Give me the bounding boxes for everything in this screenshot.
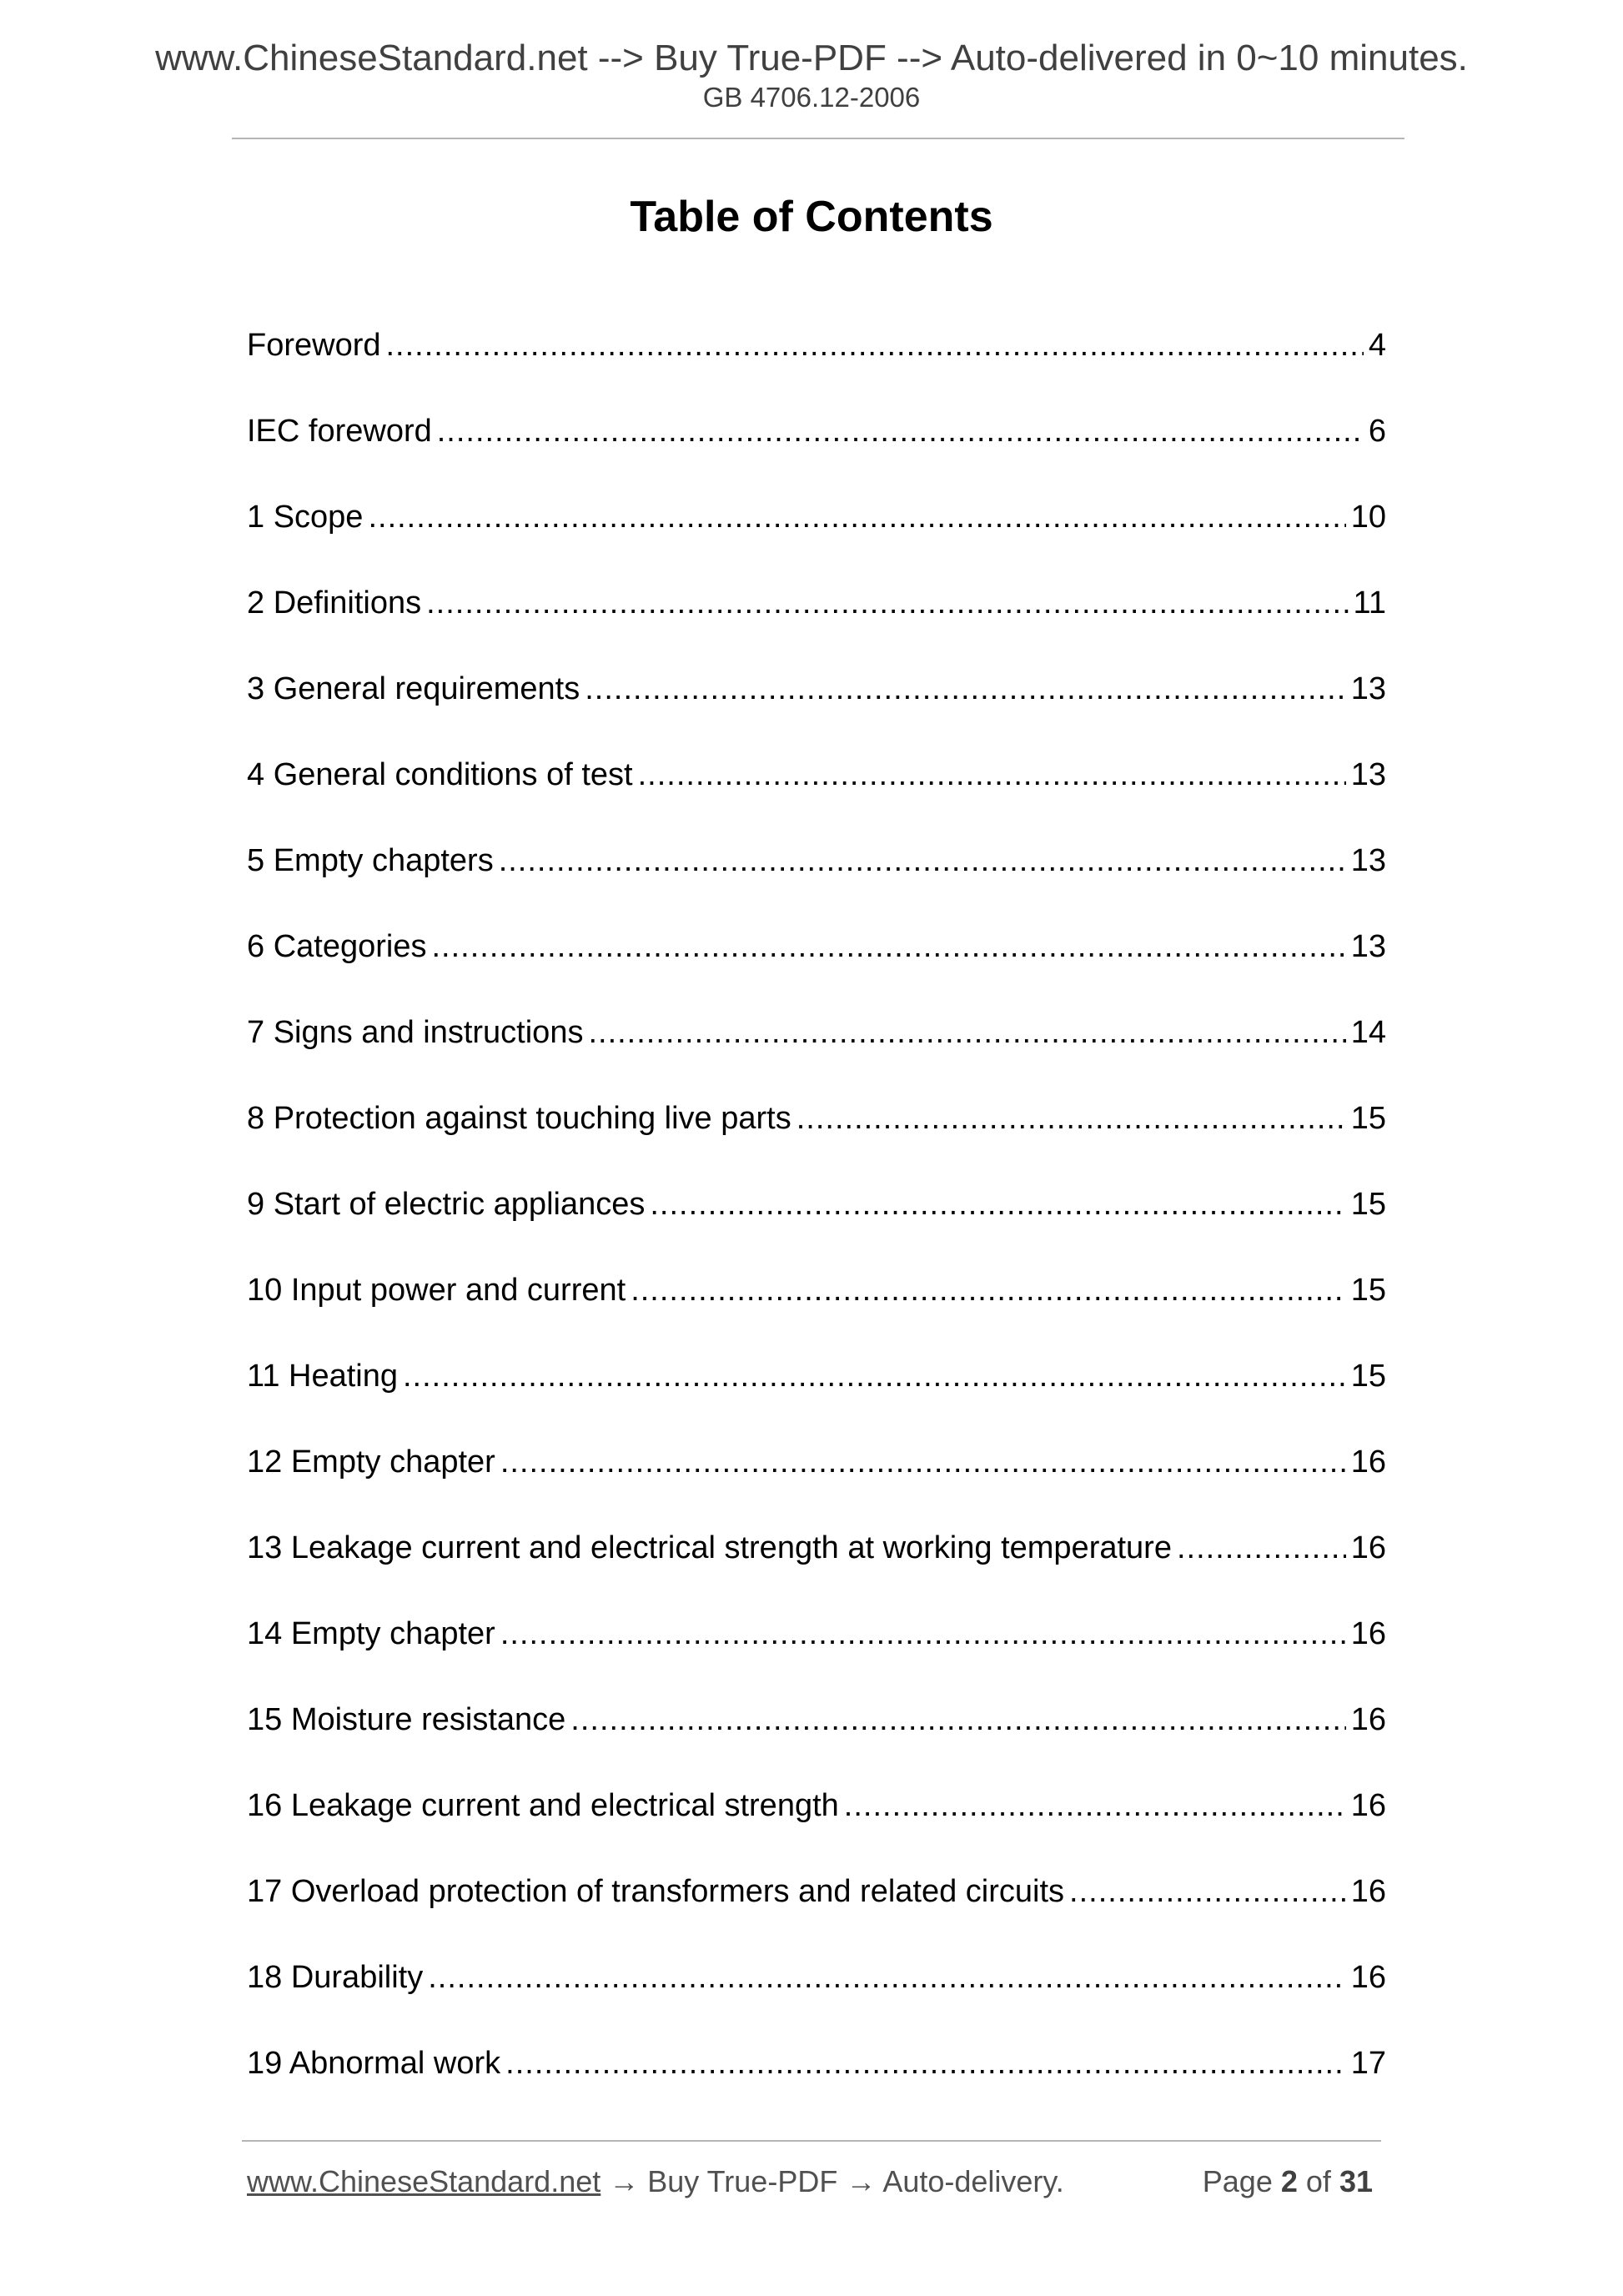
toc-entry-page-number: 15 (1350, 1273, 1386, 1308)
toc-entry[interactable] (247, 1959, 1386, 2045)
page-of-word: of (1305, 2164, 1331, 2198)
toc-dot-leader (505, 2045, 1346, 2082)
toc-entry-page-number: 13 (1350, 929, 1386, 964)
toc-entry-page-number: 4 (1368, 328, 1386, 363)
toc-entry-page-number: 6 (1368, 414, 1386, 449)
toc-entry[interactable] (247, 842, 1386, 928)
footer-left (247, 2163, 1064, 2200)
toc-entry-page-number: 16 (1350, 1444, 1386, 1480)
toc-entry[interactable] (247, 1873, 1386, 1959)
toc-entry-page-number: 13 (1350, 671, 1386, 706)
top-banner: www.ChineseStandard.net --> Buy True-PDF --> Auto-delivered in 0~10 minutes. (155, 38, 1468, 78)
toc-dot-leader (500, 1615, 1346, 1652)
footer-website-link[interactable]: www.ChineseStandard.net (247, 2164, 601, 2198)
toc-entry-label: 16 Leakage current and electrical strength (247, 1788, 839, 1823)
page-number (1203, 2163, 1373, 2200)
toc-entry-page-number: 11 (1353, 585, 1386, 620)
toc-dot-leader (796, 1100, 1346, 1137)
toc-entry-label: IEC foreword (247, 414, 432, 449)
toc-entry[interactable] (247, 1701, 1386, 1787)
toc-dot-leader (437, 413, 1364, 450)
toc-entry[interactable] (247, 1014, 1386, 1100)
toc-entry-label: 17 Overload protection of transformers and related circuits (247, 1874, 1065, 1909)
toc-entry[interactable] (247, 928, 1386, 1014)
toc-entry-label: 10 Input power and current (247, 1273, 626, 1308)
toc-entry-page-number: 13 (1350, 843, 1386, 878)
toc-dot-leader (431, 928, 1345, 965)
toc-entry[interactable] (247, 756, 1386, 842)
toc-dot-leader (403, 1358, 1346, 1394)
toc-entry-page-number: 16 (1350, 1874, 1386, 1909)
toc-entry-page-number: 17 (1350, 2046, 1386, 2081)
toc-entry-label: Foreword (247, 328, 381, 363)
toc-entry[interactable] (247, 1615, 1386, 1701)
page-word: Page (1202, 2164, 1273, 2198)
toc-entry[interactable] (247, 1186, 1386, 1272)
toc-entry-label: 14 Empty chapter (247, 1616, 495, 1651)
toc-entry-label: 7 Signs and instructions (247, 1015, 584, 1050)
toc-entry-label: 11 Heating (247, 1359, 398, 1394)
toc-dot-leader (428, 1959, 1346, 1996)
toc-entry[interactable] (247, 2045, 1386, 2131)
toc-entry-label: 12 Empty chapter (247, 1444, 495, 1480)
page-total: 31 (1339, 2164, 1373, 2198)
toc-dot-leader (500, 1444, 1346, 1480)
header-divider (232, 138, 1404, 139)
toc-dot-leader (570, 1701, 1345, 1738)
toc-entry-label: 19 Abnormal work (247, 2046, 501, 2081)
toc-entry-label: 2 Definitions (247, 585, 422, 620)
toc-entry-page-number: 16 (1350, 1960, 1386, 1995)
toc-entry-page-number: 13 (1350, 757, 1386, 792)
toc-dot-leader (426, 585, 1348, 621)
toc-entry-label: 8 Protection against touching live parts (247, 1101, 791, 1136)
toc-entry[interactable] (247, 1530, 1386, 1615)
toc-dot-leader (588, 1014, 1345, 1051)
toc-entry[interactable] (247, 1444, 1386, 1530)
toc-dot-leader (585, 671, 1346, 707)
toc-dot-leader (1069, 1873, 1346, 1910)
toc-title: Table of Contents (630, 193, 993, 241)
toc-entry-page-number: 16 (1350, 1788, 1386, 1823)
toc-dot-leader (638, 756, 1346, 793)
footer-tagline: → Buy True-PDF → Auto-delivery. (600, 2164, 1064, 2198)
document-code: GB 4706.12-2006 (702, 82, 921, 113)
toc-dot-leader (650, 1186, 1345, 1223)
toc-entry-page-number: 16 (1350, 1530, 1386, 1565)
toc-entry-page-number: 15 (1350, 1101, 1386, 1136)
toc-entry-label: 6 Categories (247, 929, 427, 964)
footer-divider (242, 2140, 1381, 2142)
toc-entry[interactable] (247, 671, 1386, 756)
page-footer (247, 2163, 1381, 2200)
toc-entry-label: 5 Empty chapters (247, 843, 494, 878)
toc-dot-leader (386, 327, 1364, 364)
toc-dot-leader (631, 1272, 1346, 1309)
toc-entry-page-number: 16 (1350, 1616, 1386, 1651)
toc-dot-leader (1177, 1530, 1346, 1566)
toc-entry-label: 15 Moisture resistance (247, 1702, 566, 1737)
toc-entry[interactable] (247, 585, 1386, 671)
toc-entry[interactable] (247, 499, 1386, 585)
toc-entry-label: 4 General conditions of test (247, 757, 633, 792)
toc-entry-page-number: 16 (1350, 1702, 1386, 1737)
toc-entry-label: 18 Durability (247, 1960, 424, 1995)
toc-entry[interactable] (247, 1787, 1386, 1873)
toc-entry-label: 1 Scope (247, 500, 364, 535)
toc-entry-label: 9 Start of electric appliances (247, 1187, 646, 1222)
toc-entry-page-number: 15 (1350, 1187, 1386, 1222)
toc-dot-leader (499, 842, 1346, 879)
toc-entry-page-number: 10 (1350, 500, 1386, 535)
toc-dot-leader (368, 499, 1345, 535)
toc-entry-label: 3 General requirements (247, 671, 580, 706)
toc-entry[interactable] (247, 327, 1386, 413)
toc-entry-page-number: 15 (1350, 1359, 1386, 1394)
toc-entry-label: 13 Leakage current and electrical strength at working temperature (247, 1530, 1172, 1565)
toc-dot-leader (844, 1787, 1346, 1824)
toc-entry[interactable] (247, 1100, 1386, 1186)
toc-entry[interactable] (247, 413, 1386, 499)
toc-entry[interactable] (247, 1358, 1386, 1444)
page-current: 2 (1280, 2164, 1298, 2198)
toc-entry[interactable] (247, 1272, 1386, 1358)
toc-list (247, 327, 1386, 2131)
toc-entry-page-number: 14 (1350, 1015, 1386, 1050)
